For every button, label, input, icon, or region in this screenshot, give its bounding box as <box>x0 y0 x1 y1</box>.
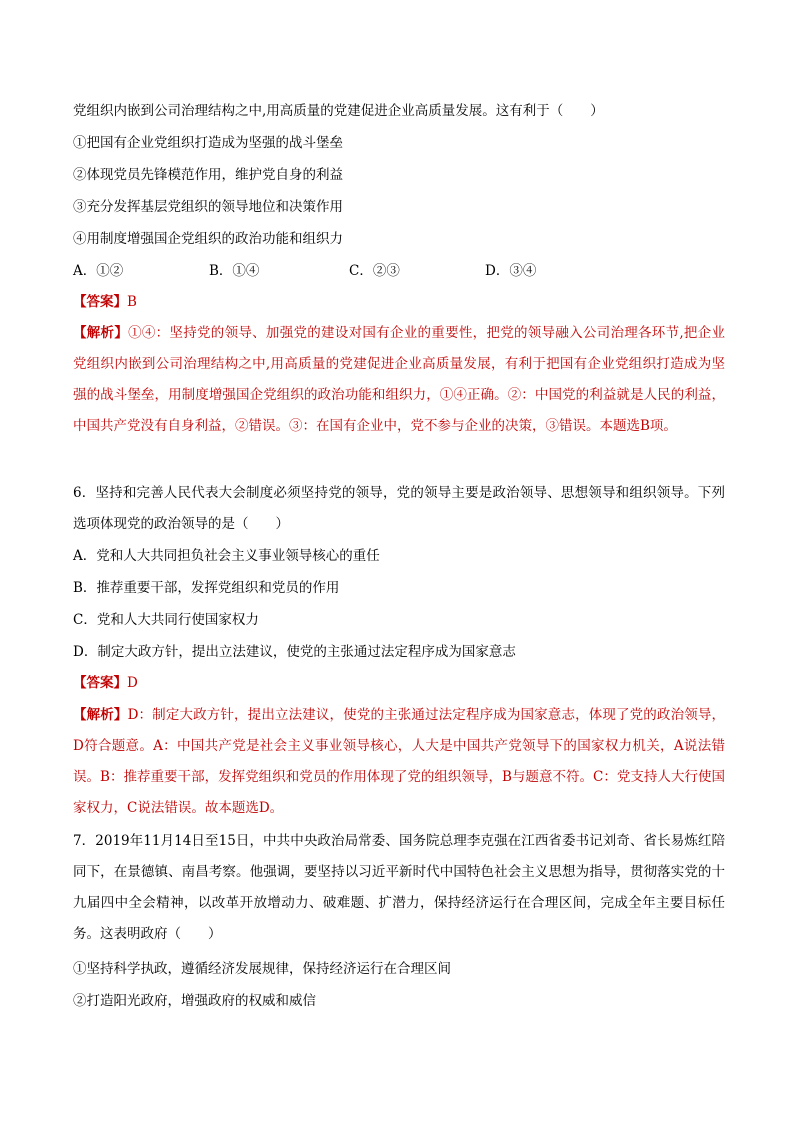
q5-option-c: C．②③ <box>349 263 400 279</box>
q5-answer-label: 【答案】 <box>73 294 127 310</box>
q6-analysis <box>73 700 725 824</box>
q6-answer-label: 【答案】 <box>73 675 127 691</box>
q5-analysis-text-1: ①④：坚持党的领导、加强党的建设对国有企业的重要性，把党的领导融入公司治理各环节,把企业党组织内嵌到公司治理结构之中,用高质量的党建促进企业高质量发展，有利于把国有企业党组织打造成为坚强的战斗堡垒，用制度增强国企党组织的政治功能和组织力，①④正确。②：中国党的利益就是人民的利益，中国共产党没有自身利益， <box>73 325 725 434</box>
q7-item-2: ②打造阳光政府，增强政府的权威和威信 <box>73 993 316 1009</box>
q7-item-1: ①坚持科学执政，遵循经济发展规律，保持经济运行在合理区间 <box>73 961 451 977</box>
q5-item-1: ①把国有企业党组织打造成为坚强的战斗堡垒 <box>73 135 343 151</box>
q5-item-2: ②体现党员先锋模范作用，维护党自身的利益 <box>73 167 343 183</box>
q6-option-b: B．推荐重要干部，发挥党组织和党员的作用 <box>73 580 340 596</box>
q5-analysis-label: 【解析】 <box>73 325 129 341</box>
q5-analysis-text-2: 。③：在国有企业中，党不参与企业的决策， <box>275 418 546 434</box>
q6-option-c: C．党和人大共同行使国家权力 <box>73 612 259 628</box>
q6-analysis-label: 【解析】 <box>73 707 128 723</box>
q5-analysis-error-3: ③错误 <box>545 418 586 434</box>
q5-answer-value: B <box>127 294 137 310</box>
q5-option-b: B．①④ <box>209 263 260 279</box>
q5-option-a: A．①② <box>73 263 124 279</box>
q6-analysis-text: D：制定大政方针，提出立法建议，使党的主张通过法定程序成为国家意志，体现了党的政治领导，D符合题意。A：中国共产党是社会主义事业领导核心，人大是中国共产党领导下的国家权力机关，A说法错误。B：推荐重要干部，发挥党组织和党员的作用体现了党的组织领导，B与题意不符。C：党支持人大行使国家权力，C说法错误。故本题选D。 <box>73 707 726 816</box>
q5-item-3: ③充分发挥基层党组织的领导地位和决策作用 <box>73 199 343 215</box>
q6-stem: 6．坚持和完善人民代表大会制度必须坚持党的领导，党的领导主要是政治领导、思想领导和组织领导。下列选项体现党的政治领导的是（ ） <box>73 485 725 532</box>
q6-option-d: D．制定大政方针，提出立法建议，使党的主张通过法定程序成为国家意志 <box>73 644 516 660</box>
q7-stem: 7．2019年11月14日至15日，中共中央政治局常委、国务院总理李克强在江西省委书记刘奇、省长易炼红陪同下，在景德镇、南昌考察。他强调，要坚持以习近平新时代中国特色社会主义思想为指导，贯彻落实党的十九届四中全会精神，以改革开放增动力、破难题、扩潜力，保持经济运行在合理区间，完成全年主要目标任务。这表明政府（ ） <box>73 833 725 942</box>
q5-stem: 党组织内嵌到公司治理结构之中,用高质量的党建促进企业高质量发展。这有利于（ ） <box>73 103 604 119</box>
q6-answer-value: D <box>127 675 138 691</box>
q5-option-d: D．③④ <box>485 263 537 279</box>
q5-analysis-text-3: 。本题选B项。 <box>586 418 677 434</box>
q5-answer <box>73 292 733 312</box>
q5-analysis-error-2: ②错误 <box>235 418 276 434</box>
q5-analysis <box>73 318 725 442</box>
q6-answer <box>73 673 733 693</box>
q6-option-a: A．党和人大共同担负社会主义事业领导核心的重任 <box>73 548 380 564</box>
q5-item-4: ④用制度增强国企党组织的政治功能和组织力 <box>73 231 343 247</box>
